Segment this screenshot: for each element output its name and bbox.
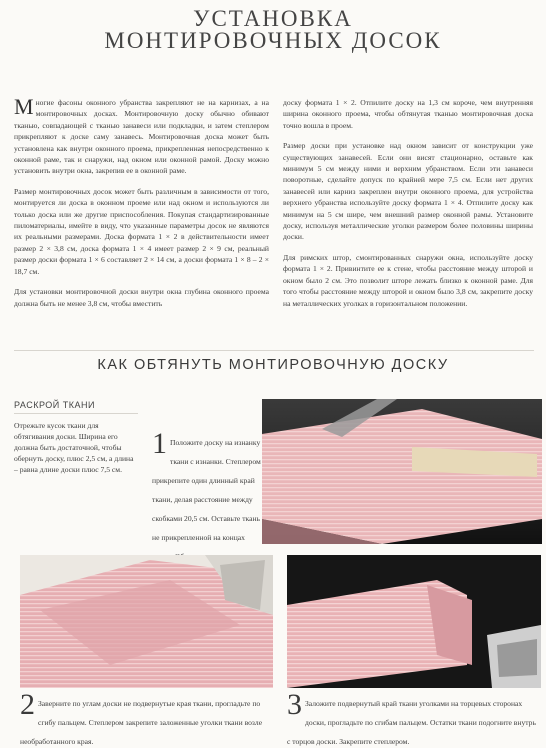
step-number: 2 bbox=[20, 688, 35, 721]
intro-paragraph: Для римских штор, смонтированных снаружи окна, используйте доску формата 1 × 2. Привинтите ее к стене, чтобы расстояние между шторой и окном было 2 см. Это позволит шторе лежать близко к оконной раме. Для того чтобы расстояние между шторой и окном было 3,8 см, закрепите доску на металлических уголках в горизонтальном положении. bbox=[283, 252, 533, 308]
sidebar-rule bbox=[14, 413, 138, 414]
intro-paragraph: Многие фасоны оконного убранства закрепляют не на карнизах, а на монтировочных досках. Монтировочную доску обычно обивают тканью, совпадающей с тканью занавеси или подкладки, и затем степлером прикрепляют к доске саму занавесь. Монтировочная доска может быть установлена как внутри оконного проема, прикрепленная непосредственно к оконной раме, так и снаружи, над окном или оконной рамой. Доску можно установить внутри окна, закрепив ее в оконной раме. bbox=[14, 94, 269, 176]
section-title: КАК ОБТЯНУТЬ МОНТИРОВОЧНУЮ ДОСКУ bbox=[97, 357, 449, 373]
intro-paragraph: доску формата 1 × 2. Отпилите доску на 1,3 см короче, чем внутренняя ширина оконного проема, чтобы обтянутая тканью монтировочная доска точно вошла в проем. bbox=[283, 98, 533, 130]
step-number: 3 bbox=[287, 688, 302, 721]
step-3 bbox=[287, 688, 541, 748]
section-divider bbox=[14, 350, 534, 351]
dropcap: М bbox=[14, 94, 34, 119]
intro-paragraph: Для установки монтировочной доски внутри окна глубина оконного проема должна быть не менее 3,8 см, чтобы вместить bbox=[14, 287, 269, 308]
step-text: Заложите подвернутый край ткани уголками на торцевых сторонах доски, прогладьте по сгибам пальцем. Остатки ткани подогните внутрь с торцов доски. Закрепите степлером. bbox=[287, 699, 536, 746]
step-text: Заверните по углам доски не подвернутые края ткани, прогладьте по сгибу пальцем. Степлером закрепите заложенные уголки ткани возле необработанного края. bbox=[20, 699, 263, 746]
step-text: Положите доску на изнанку ткани с изнанки. Степлером прикрепите один длинный край ткани, делая расстояние между скобками 20,5 см. Оставьте ткань не прикрепленной на концах bbox=[152, 438, 261, 542]
intro-column-right bbox=[283, 97, 533, 318]
photo-stapling-ends bbox=[287, 555, 541, 688]
photo-stapling-board bbox=[262, 399, 542, 544]
photo-folding-corners bbox=[20, 555, 273, 688]
intro-column-left bbox=[14, 94, 269, 318]
step-number: 1 bbox=[152, 427, 167, 460]
step-2 bbox=[20, 688, 275, 748]
sidebar-cut-fabric bbox=[14, 400, 138, 475]
page-title-line1: УСТАНОВКА bbox=[193, 6, 353, 31]
photo-stapling-board-image bbox=[262, 399, 542, 544]
sidebar-text: Отрежьте кусок ткани для обтягивания доски. Ширина его должна быть достаточной, чтобы обернуть доску, плюс 2,5 см, а длина – равна длине доски плюс 7,5 см. bbox=[14, 421, 134, 474]
intro-paragraph: Размер доски при установке над окном зависит от конструкции уже существующих занавесей. Если они висят стационарно, оставьте как минимум 5 см между ними и верхним убранством. Если эти занавеси поворотные, сделайте допуск по крайней мере 7,5 см. Если нет других занавесей или карниз закреплен внутри оконного проема, для устройства верхнего убранства используйте доску формата 1 × 4. Отпилите доску как минимум на 5 см шире, чем внешний размер оконной рамы. Установите доску, используя металлические уголки размером более половины ширины доски. bbox=[283, 141, 533, 242]
sidebar-heading: РАСКРОЙ ТКАНИ bbox=[14, 400, 95, 410]
photo-stapling-ends-image bbox=[287, 555, 541, 688]
intro-paragraph: Размер монтировочных досок может быть различным в зависимости от того, монтируется ли доска в оконном проеме или над окном и используются ли только доска или же другие приспособления. Покупая стандартизированные пиломатериалы, имейте в виду, что указанные параметры досок не являются их реальными размерами. Доска формата 1 × 2 в действительности имеет размер 2 × 3,8 см, доска формата 1 × 4 имеет размер 2 × 9 см, реальный размер доски формата 1 × 6 составляет 2 × 14 см, а доски формата 1 × 8 – 2 × 18,7 см. bbox=[14, 186, 269, 276]
page-title-line2: МОНТИРОВОЧНЫХ ДОСОК bbox=[104, 28, 442, 53]
photo-folding-corners-image bbox=[20, 555, 273, 688]
